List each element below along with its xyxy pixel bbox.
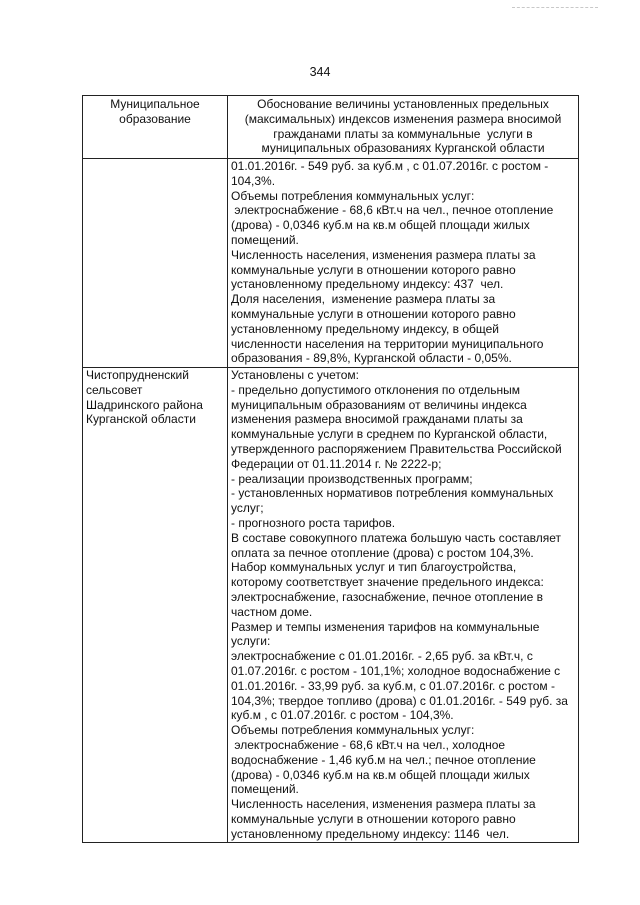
text-line: образование bbox=[119, 111, 191, 126]
text-line: (дрова) - 0,0346 куб.м на кв.м общей площади жилых bbox=[231, 767, 530, 782]
justification-cell bbox=[228, 159, 578, 367]
text-line: услуги: bbox=[231, 634, 271, 649]
text-line: установленному предельному индексу: 437 чел. bbox=[231, 277, 504, 292]
justification-cell bbox=[228, 368, 578, 842]
text-line: Курганской области bbox=[86, 412, 196, 427]
text-line: помещений. bbox=[231, 782, 299, 797]
text-line: услуг; bbox=[231, 501, 264, 516]
text-line: Муниципальное bbox=[110, 97, 200, 111]
text-line: - прогнозного роста тарифов. bbox=[231, 515, 396, 530]
text-line: Объемы потребления коммунальных услуг: bbox=[231, 723, 475, 738]
text-line: Численность населения, изменения размера платы за bbox=[231, 247, 536, 262]
text-line: - установленных нормативов потребления коммунальных bbox=[231, 486, 554, 501]
table-header-row bbox=[83, 96, 578, 159]
text-line: Чистопрудненский bbox=[86, 368, 189, 382]
text-line: муниципальным образованиям от величины индекса bbox=[231, 397, 527, 412]
text-line: 01.07.2016г. с ростом - 101,1%; холодное водоснабжение с bbox=[231, 663, 561, 678]
text-line: водоснабжение - 1,46 куб.м на чел.; печное отопление bbox=[231, 752, 536, 767]
text-line: муниципальных образованиях Курганской области bbox=[261, 141, 545, 156]
page-number: 344 bbox=[309, 65, 331, 79]
text-line: (дрова) - 0,0346 куб.м на кв.м общей площади жилых bbox=[231, 218, 530, 233]
text-line: Установлены с учетом: bbox=[231, 368, 359, 382]
text-line: электроснабжение, газоснабжение, печное отопление в bbox=[231, 589, 543, 604]
text-line: сельсовет bbox=[86, 382, 143, 397]
text-line: Федерации от 01.11.2014 г. № 2222-р; bbox=[231, 456, 442, 471]
text-line: коммунальные услуги в отношении которого равно bbox=[231, 811, 516, 826]
text-line: частном доме. bbox=[231, 604, 313, 619]
text-line: 01.01.2016г. - 33,99 руб. за куб.м, с 01.07.2016г. с ростом - bbox=[231, 678, 555, 693]
text-line: - предельно допустимого отклонения по отдельным bbox=[231, 382, 520, 397]
text-line: (максимальных) индексов изменения размера вносимой bbox=[244, 111, 562, 126]
text-line: коммунальные услуги в среднем по Курганской области, bbox=[231, 427, 548, 442]
text-line: 104,3%. bbox=[231, 173, 276, 188]
text-line: численности населения на территории муниципального bbox=[231, 336, 544, 351]
text-line: Объемы потребления коммунальных услуг: bbox=[231, 188, 475, 203]
text-line: изменения размера вносимой гражданами платы за bbox=[231, 412, 523, 427]
text-line: оплата за печное отопление (дрова) с ростом 104,3%. bbox=[231, 545, 534, 560]
scan-artifact bbox=[512, 7, 598, 8]
text-line: установленному предельному индексу: 1146 чел. bbox=[231, 826, 510, 841]
text-line: Доля населения, изменение размера платы за bbox=[231, 292, 496, 307]
text-line: 01.01.2016г. - 549 руб. за куб.м , с 01.07.2016г. с ростом - bbox=[231, 159, 549, 173]
text-line: коммунальные услуги в отношении которого равно bbox=[231, 306, 516, 321]
text-line: коммунальные услуги в отношении которого равно bbox=[231, 262, 516, 277]
text-line: электроснабжение - 68,6 кВт.ч на чел., холодное bbox=[231, 737, 506, 752]
text-line: установленному предельному индексу, в общей bbox=[231, 321, 499, 336]
text-line: которому соответствует значение предельного индекса: bbox=[231, 575, 544, 590]
municipality-cell bbox=[83, 159, 228, 367]
text-line: 104,3%; твердое топливо (дрова) с 01.01.2016г. - 549 руб. за bbox=[231, 693, 568, 708]
text-line: электроснабжение с 01.01.2016г. - 2,65 руб. за кВт.ч, с bbox=[231, 649, 533, 664]
text-line: Набор коммунальных услуг и тип благоустройства, bbox=[231, 560, 517, 575]
municipality-cell bbox=[83, 368, 228, 842]
text-line: Размер и темпы изменения тарифов на коммунальные bbox=[231, 619, 540, 634]
header-justification bbox=[228, 96, 578, 158]
text-line: утвержденного распоряжением Правительства Российской bbox=[231, 441, 562, 456]
municipal-index-table bbox=[82, 95, 579, 843]
header-municipality bbox=[83, 96, 228, 158]
table-row bbox=[83, 159, 578, 368]
text-line: электроснабжение - 68,6 кВт.ч на чел., печное отопление bbox=[231, 203, 554, 218]
text-line: Обоснование величины установленных предельных bbox=[257, 97, 549, 111]
text-line: Шадринского района bbox=[86, 397, 203, 412]
text-line: Численность населения, изменения размера платы за bbox=[231, 797, 536, 812]
text-line: образования - 89,8%, Курганской области - 0,05%. bbox=[231, 351, 512, 366]
text-line: В составе совокупного платежа большую часть составляет bbox=[231, 530, 562, 545]
text-line: помещений. bbox=[231, 232, 299, 247]
text-line: куб.м , с 01.07.2016г. с ростом - 104,3%. bbox=[231, 708, 454, 723]
text-line: - реализации производственных программ; bbox=[231, 471, 473, 486]
table-row bbox=[83, 368, 578, 842]
text-line: гражданами платы за коммунальные услуги в bbox=[273, 126, 533, 141]
